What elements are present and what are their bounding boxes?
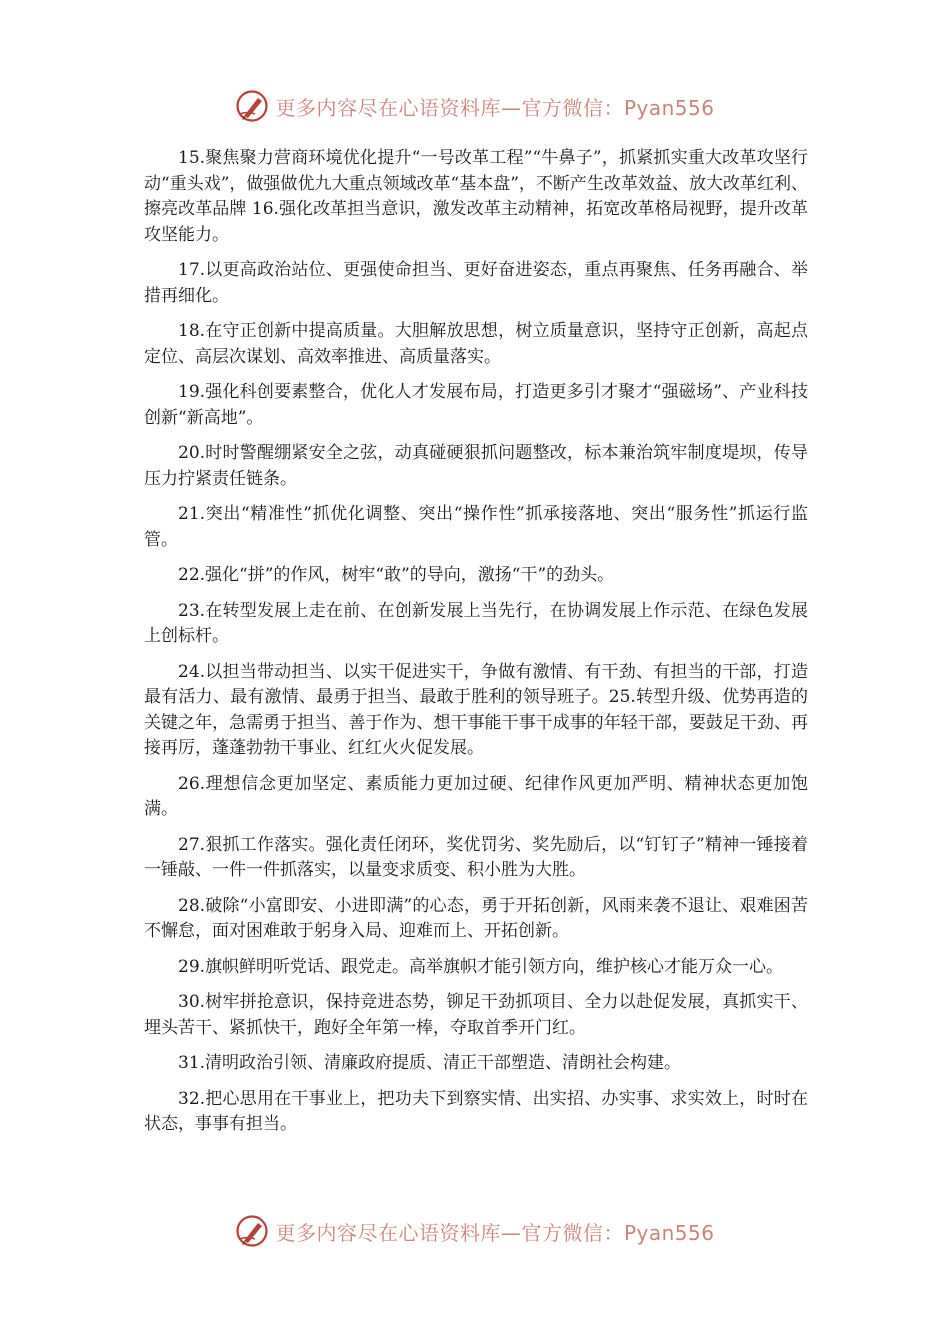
paragraph-30: 30.树牢拼抢意识，保持竞进态势，铆足干劲抓项目、全力以赴促发展，真抓实干、埋头苦干、紧抓快干，跑好全年第一棒，夺取首季开门红。 [144, 992, 808, 1038]
paragraph-28: 28.破除“小富即安、小进即满”的心态，勇于开拓创新，风雨来袭不退让、艰难困苦不懈怠，面对困难敢于躬身入局、迎难而上、开拓创新。 [144, 895, 808, 941]
document-body [144, 146, 808, 1148]
paragraph-18: 18.在守正创新中提高质量。大胆解放思想，树立质量意识，坚持守正创新，高起点定位、高层次谋划、高效率推进、高质量落实。 [144, 321, 808, 367]
header-banner-text: 更多内容尽在心语资料库—官方微信：Pyan556 [275, 95, 715, 120]
paragraph-19: 19.强化科创要素整合，优化人才发展布局，打造更多引才聚才“强磁场”、产业科技创新“新高地”。 [144, 382, 808, 428]
quill-pen-logo-icon [235, 89, 269, 123]
quill-pen-logo-icon [235, 1214, 269, 1248]
paragraph-27: 27.狠抓工作落实。强化责任闭环，奖优罚劣、奖先励后，以“钉钉子”精神一锤接着一锤敲、一件一件抓落实，以量变求质变、积小胜为大胜。 [144, 834, 808, 880]
paragraph-26: 26.理想信念更加坚定、素质能力更加过硬、纪律作风更加严明、精神状态更加饱满。 [144, 773, 808, 819]
paragraph-20: 20.时时警醒绷紧安全之弦，动真碰硬狠抓问题整改，标本兼治筑牢制度堤坝，传导压力拧紧责任链条。 [144, 443, 808, 489]
header-banner [0, 86, 950, 126]
paragraph-29: 29.旗帜鲜明听党话、跟党走。高举旗帜才能引领方向，维护核心才能万众一心。 [178, 956, 784, 977]
paragraph-24: 24.以担当带动担当、以实干促进实干，争做有激情、有干劲、有担当的干部，打造最有活力、最有激情、最勇于担当、最敢于胜利的领导班子。25.转型升级、优势再造的关键之年，急需勇于担当、善于作为、想干事能干事干成事的年轻干部，要鼓足干劲、再接再厉，蓬蓬勃勃干事业、红红火火促发展。 [144, 661, 808, 758]
footer-banner-text: 更多内容尽在心语资料库—官方微信：Pyan556 [275, 1220, 715, 1245]
paragraph-15: 15.聚焦聚力营商环境优化提升“一号改革工程”“牛鼻子”，抓紧抓实重大改革攻坚行动“重头戏”，做强做优九大重点领域改革“基本盘”，不断产生改革效益、放大改革红利、擦亮改革品牌 16.强化改革担当意识，激发改革主动精神，拓宽改革格局视野，提升改革攻坚能力。 [144, 148, 808, 245]
paragraph-22: 22.强化“拼”的作风，树牢“敢”的导向，激扬“干”的劲头。 [178, 565, 615, 585]
paragraph-32: 32.把心思用在干事业上，把功夫下到察实情、出实招、办实事、求实效上，时时在状态，事事有担当。 [144, 1088, 808, 1134]
paragraph-21: 21.突出“精准性”抓优化调整、突出“操作性”抓承接落地、突出“服务性”抓运行监管。 [144, 504, 808, 550]
paragraph-23: 23.在转型发展上走在前、在创新发展上当先行，在协调发展上作示范、在绿色发展上创标杆。 [144, 600, 808, 646]
footer-banner [0, 1211, 950, 1251]
paragraph-17: 17.以更高政治站位、更强使命担当、更好奋进姿态，重点再聚焦、任务再融合、举措再细化。 [144, 260, 808, 306]
paragraph-31: 31.清明政治引领、清廉政府提质、清正干部塑造、清朗社会构建。 [178, 1053, 682, 1073]
